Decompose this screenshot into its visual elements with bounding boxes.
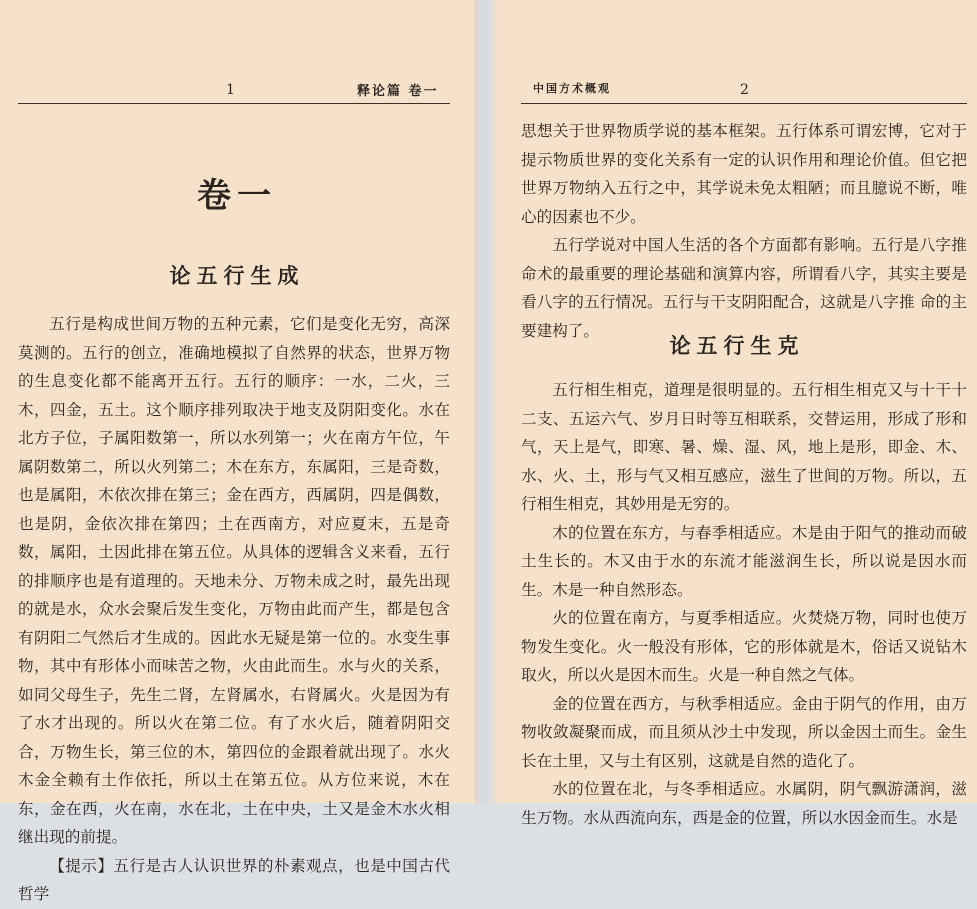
book-gutter — [474, 0, 497, 803]
body-text — [18, 310, 450, 909]
paragraph: 金的位置在西方，与秋季相适应。金由于阴气的作用，由万物收敛凝聚而成，而且须从沙土中发现，所以金因土而生。金生长在土里，又与土有区别，这就是自然的造化了。 — [521, 694, 967, 770]
running-head: 中国方术概观 — [533, 82, 611, 95]
left-page — [0, 0, 474, 903]
body-text-main — [521, 376, 967, 832]
paragraph: 五行学说对中国人生活的各个方面都有影响。五行是八字推命术的最重要的理论基础和演算内容，所谓看八字，其实主要是看八字的五行情况。五行与干支阴阳配合，这就是八字推 命的主要建构了。 — [521, 236, 967, 340]
body-text-top — [521, 117, 967, 345]
page-number: 1 — [226, 82, 235, 98]
paragraph: 五行是构成世间万物的五种元素，它们是变化无穷，高深莫测的。五行的创立，准确地模拟了自然界的状态，世界万物的生息变化都不能离开五行。五行的顺序：一水，二火，三木，四金，五土。这个顺序排列取决于地支及阴阳变化。水在北方子位，子属阳数第一，所以水列第一；火在南方午位，午属阴数第二，所以火列第二；木在东方，东属阳，三是奇数，也是属阳，木依次排在第三；金在西方，西属阴，四是偶数，也是阴，金依次排在第四；土在西南方，对应夏末，五是奇数，属阳，土因此排在第五位。从具体的逻辑含义来看，五行的排顺序也是有道理的。天地未分、万物未成之时，最先出现的就是水，众水会聚后发生变化，万物由此而产生，都是包含有阴阳二气然后才生成的。因此水无疑是第一位的。水变生事物，其中有形体小而味苦之物，火由此而生。水与火的关系，如同父母生子，先生二肾，左肾属水，右肾属火。火是因为有了水才出现的。所以火在第二位。有了水火后，随着阴阳交合，万物生长，第三位的木，第四位的金跟着就出现了。水火木金全赖有土作依托，所以土在第五位。从方位来说，木在东，金在西，火在南，水在北，土在中央，土又是金木水火相继出现的前提。 — [18, 315, 450, 846]
paragraph: 木的位置在东方，与春季相适应。木是由于阳气的推动而破土生长的。木又由于水的东流才能滋润生长，所以说是因水而生。木是一种自然形态。 — [521, 523, 967, 599]
note-paragraph: 【提示】五行是古人认识世界的朴素观点，也是中国古代哲学 — [18, 856, 450, 903]
page-number: 2 — [740, 82, 749, 98]
paragraph: 火的位置在南方，与夏季相适应。火焚烧万物，同时也使万物发生变化。火一般没有形体，它的形体就是木，俗话又说钻木取火，所以火是因木而生。火是一种自然之气体。 — [521, 609, 967, 684]
paragraph: 五行相生相克，道理是很明显的。五行相生相克又与十干十二支、五运六气、岁月日时等互相联系，交替运用，形成了形和气，天上是气，即寒、暑、燥、湿、风，地上是形，即金、木、水、火、土，形与气又相互感应，滋生了世间的万物。所以，五行相生相克，其妙用是无穷的。 — [521, 381, 967, 513]
section-title: 论五行生成 — [169, 263, 305, 288]
right-page — [497, 0, 977, 827]
section-title: 论五行生克 — [669, 333, 805, 358]
paragraph: 思想关于世界物质学说的基本框架。五行体系可谓宏博，它对于提示物质世界的变化关系有一定的认识作用和理论价值。但它把世界万物纳入五行之中，其学说未免太粗陋；而且臆说不断，唯心的因素也不少。 — [521, 122, 967, 226]
header-rule — [521, 103, 967, 104]
header-rule — [18, 103, 450, 104]
volume-title: 卷一 — [197, 176, 277, 216]
running-head: 释论篇 卷一 — [357, 84, 439, 99]
paragraph: 水的位置在北，与冬季相适应。水属阴，阴气飘游潇润，滋生万物。水从西流向东，西是金的位置，所以水因金而生。水是 — [521, 780, 967, 827]
